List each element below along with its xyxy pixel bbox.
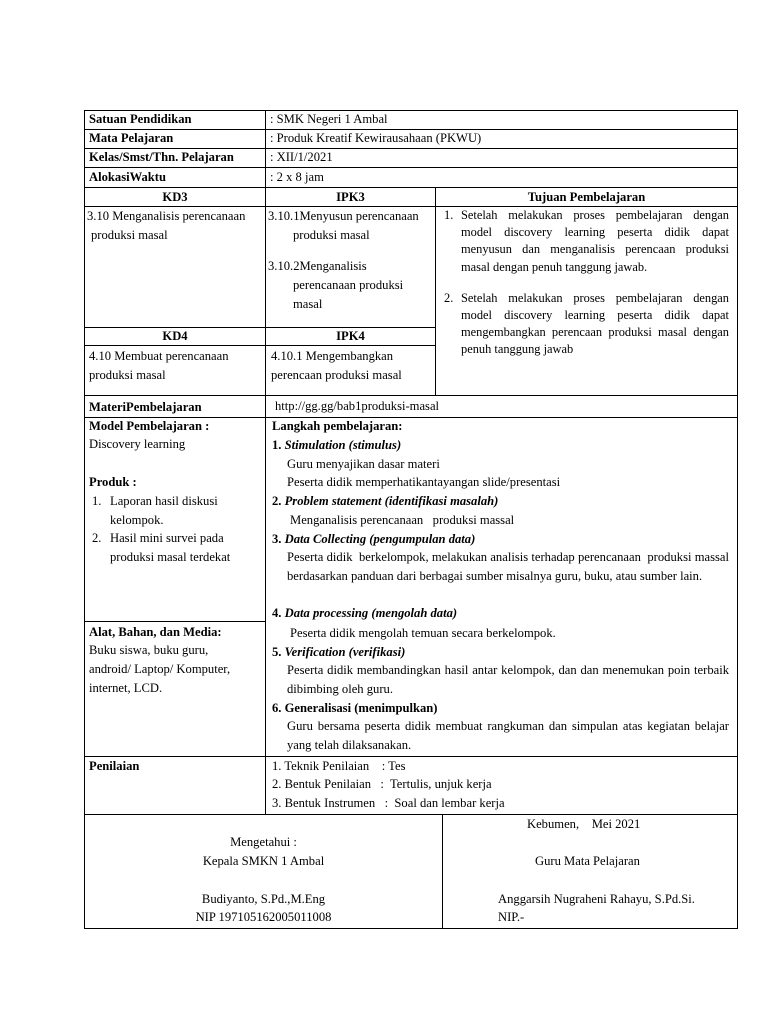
langkah-step-line: Guru menyajikan dasar materi (287, 457, 440, 471)
kd3-text: 3.10 Menganalisis perencanaan (87, 209, 246, 223)
tujuan-list (440, 207, 729, 359)
step-number: 6. (272, 701, 282, 715)
header-label-alokasi: AlokasiWaktu (89, 170, 166, 184)
langkah-step-title (272, 436, 401, 454)
sign-left-nip: NIP 197105162005011008 (195, 910, 332, 924)
table-border (84, 621, 266, 622)
step-title: Stimulation (stimulus) (284, 438, 402, 452)
sign-right-role: Guru Mata Pelajaran (535, 854, 640, 868)
step-number: 1. (272, 438, 282, 452)
alat-label: Alat, Bahan, dan Media: (89, 625, 222, 639)
kd4-text: produksi masal (89, 368, 166, 382)
langkah-step-text: Peserta didik berkelompok, melakukan analisis terhadap perencanaan produksi massal berdasarkan panduan dari berbagai sumber misalnya guru, buku, atau sumber lain. (287, 550, 733, 583)
step-title: Verification (verifikasi) (284, 645, 406, 659)
produk-item: Hasil mini survei pada (110, 531, 224, 545)
langkah-step-title (272, 699, 438, 717)
sign-right-place-date: Kebumen, Mei 2021 (527, 817, 641, 831)
table-border (435, 188, 436, 395)
tujuan-item (440, 207, 729, 276)
langkah-step-line: Peserta didik mengolah temuan secara berkelompok. (290, 626, 556, 640)
model-label: Model Pembelajaran : (89, 419, 210, 433)
ipk4-text: 4.10.1 Mengembangkan (271, 349, 394, 363)
model-value: Discovery learning (89, 437, 186, 451)
penilaian-item: 2. Bentuk Penilaian : Tertulis, unjuk kerja (272, 777, 492, 791)
tujuan-text: Setelah melakukan proses pembelajaran dengan model discovery learning peserta didik dapat mengembangkan perencaan produksi masal dengan penuh tanggung jawab (461, 290, 729, 357)
table-border (84, 110, 85, 929)
ipk3-item: masal (293, 297, 323, 311)
tujuan-number: 2. (444, 290, 454, 305)
ipk4-text: perencaan produksi masal (271, 368, 402, 382)
langkah-step-line: Menganalisis perencanaan produksi massal (290, 513, 515, 527)
header-value-satuan: : SMK Negeri 1 Ambal (270, 112, 388, 126)
ipk3-item: produksi masal (293, 228, 370, 242)
produk-item: kelompok. (110, 513, 164, 527)
produk-item: Laporan hasil diskusi (110, 494, 218, 508)
langkah-title: Langkah pembelajaran: (272, 419, 403, 433)
column-header-kd4: KD4 (162, 329, 188, 343)
produk-item: produksi masal terdekat (110, 550, 231, 564)
sign-right-name: Anggarsih Nugraheni Rahayu, S.Pd.Si. (498, 892, 695, 906)
step-title: Data Collecting (pengumpulan data) (284, 532, 476, 546)
langkah-step-text: Guru bersama peserta didik membuat rangkuman dan simpulan atas kegiatan belajar yang telah dilaksanakan. (287, 719, 729, 752)
step-number: 3. (272, 532, 282, 546)
langkah-step-title (272, 530, 475, 548)
ipk3-item: 3.10.1Menyusun perencanaan (268, 209, 419, 223)
step-title: Generalisasi (menimpulkan) (284, 701, 438, 715)
sign-left-acknowledged: Mengetahui : (230, 835, 297, 849)
table-border (84, 167, 738, 168)
alat-line: Buku siswa, buku guru, (89, 643, 209, 657)
alat-line: android/ Laptop/ Komputer, (89, 662, 231, 676)
sign-left-position: Kepala SMKN 1 Ambal (202, 854, 325, 868)
sign-left-name: Budiyanto, S.Pd.,M.Eng (201, 892, 326, 906)
step-title: Data processing (mengolah data) (284, 606, 458, 620)
langkah-step-title (272, 492, 498, 510)
penilaian-item: 1. Teknik Penilaian : Tes (272, 759, 406, 773)
table-border (84, 756, 738, 757)
materi-label: MateriPembelajaran (89, 400, 202, 414)
header-label-mapel: Mata Pelajaran (89, 131, 174, 145)
ipk3-item: perencanaan produksi (293, 278, 404, 292)
alat-line: internet, LCD. (89, 681, 163, 695)
penilaian-item: 3. Bentuk Instrumen : Soal dan lembar kerja (272, 796, 505, 810)
header-value-mapel: : Produk Kreatif Kewirausahaan (PKWU) (270, 131, 482, 145)
step-number: 2. (272, 494, 282, 508)
produk-number: 1. (92, 494, 102, 508)
tujuan-text: Setelah melakukan proses pembelajaran dengan model discovery learning peserta didik dapat menyusun dan menganalisis perencaan produksi masal dengan penuh tanggung jawab. (461, 208, 729, 274)
penilaian-label: Penilaian (89, 759, 140, 773)
step-number: 5. (272, 645, 282, 659)
column-header-tujuan: Tujuan Pembelajaran (527, 190, 646, 204)
langkah-step-line: Peserta didik memperhatikantayangan slide/presentasi (287, 475, 561, 489)
header-value-kelas: : XII/1/2021 (270, 150, 333, 164)
tujuan-number: 1. (444, 208, 454, 222)
langkah-step-title (272, 604, 457, 622)
table-border (737, 110, 738, 929)
column-header-ipk4: IPK4 (336, 329, 365, 343)
sign-right-nip: NIP.- (498, 910, 525, 924)
tujuan-item (440, 290, 729, 359)
kd4-text: 4.10 Membuat perencanaan (89, 349, 229, 363)
header-value-alokasi: : 2 x 8 jam (270, 170, 324, 184)
materi-link[interactable]: http://gg.gg/bab1produksi-masal (275, 399, 440, 413)
kd3-text: produksi masal (91, 228, 168, 242)
produk-label: Produk : (89, 475, 137, 489)
step-number: 4. (272, 606, 282, 620)
langkah-step-title (272, 643, 405, 661)
table-border (84, 345, 436, 346)
table-border (265, 110, 266, 814)
table-border (442, 814, 443, 929)
step-title: Problem statement (identifikasi masalah) (284, 494, 499, 508)
header-label-kelas: Kelas/Smst/Thn. Pelajaran (89, 150, 234, 164)
ipk3-item: 3.10.2Menganalisis (268, 259, 367, 273)
header-label-satuan: Satuan Pendidikan (89, 112, 192, 126)
column-header-kd3: KD3 (162, 190, 188, 204)
langkah-step-text: Peserta didik membandingkan hasil antar kelompok, dan dan menemukan poin terbaik dibimbing oleh guru. (287, 663, 729, 696)
table-border (84, 395, 738, 396)
produk-number: 2. (92, 531, 102, 545)
column-header-ipk3: IPK3 (336, 190, 365, 204)
table-border (84, 928, 738, 929)
